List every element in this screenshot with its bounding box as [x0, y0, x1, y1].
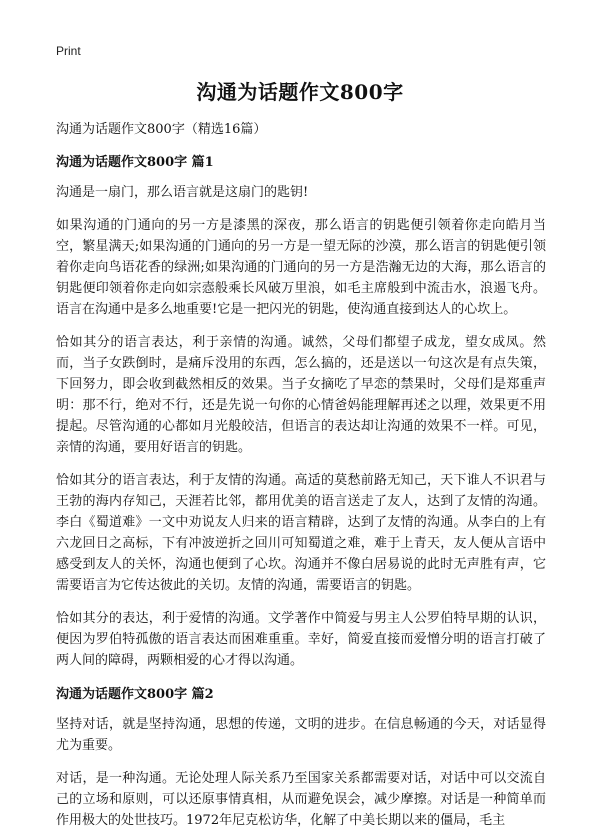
section-1: [56, 151, 546, 671]
paragraph: 如果沟通的门通向的另一方是漆黑的深夜，那么语言的钥匙便引领着你走向皓月当空，繁星满天;如果沟通的门通向的另一方是一望无际的沙漠，那么语言的钥匙便引领着你走向鸟语花香的绿洲;如果沟通的门通向的另一方是浩瀚无边的大海，那么语言的钥匙便印领着你走向如宗悫般乘长风破万里浪，如毛主席般到中流击水，浪遏飞舟。语言在沟通中是多么地重要!它是一把闪光的钥匙，使沟通直接到达人的心坎上。: [56, 218, 546, 317]
paragraph: 对话，是一种沟通。无论处理人际关系乃至国家关系都需要对话，对话中可以交流自己的立场和原则，可以还原事情真相，从而避免误会，减少摩擦。对话是一种简单而作用极大的处世技巧。1972年尼克松访华，化解了中美长期以来的僵局，毛主: [56, 771, 546, 828]
section-2: [56, 683, 546, 828]
paragraph: 坚持对话，就是坚持沟通，思想的传递，文明的进步。在信息畅通的今天，对话显得尤为重要。: [56, 717, 546, 753]
section-heading: 沟通为话题作文800字 篇2: [56, 687, 214, 702]
paragraph: 沟通是一扇门，那么语言就是这扇门的匙钥!: [56, 185, 309, 200]
paragraph: 恰如其分的语言表达，利于亲情的沟通。诚然，父母们都望子成龙，望女成凤。然而，当子女跌倒时，是痛斥没用的东西，怎么搞的，还是送以一句这次是有点失策，下回努力，即会收到截然相反的效果。当子女摘吃了早恋的禁果时，父母们是郑重声明：那不行，绝对不行，还是先说一句你的心情爸妈能理解再述之以理，效果更不用提起。尽管沟通的心都如月光般皎洁，但语言的表达却让沟通的效果不一样。可见，亲情的沟通，要用好语言的钥匙。: [56, 335, 546, 455]
paragraph: 恰如其分的语言表达，利于友情的沟通。高适的莫愁前路无知己，天下谁人不识君与王勃的海内存知己，天涯若比邻，都用优美的语言送走了友人，达到了友情的沟通。李白《蜀道难》一文中劝说友人归来的语言精辟，达到了友情的沟通。从李白的上有六龙回日之高标，下有冲波逆折之回川可知蜀道之难，难于上青天，友人便从言语中感受到友人的关怀，沟通也便到了心坎。沟通并不像白居易说的此时无声胜有声，它需要语言为它传达彼此的关切。友情的沟通，需要语言的钥匙。: [56, 473, 546, 593]
print-label: Print: [56, 44, 81, 58]
section-heading: 沟通为话题作文800字 篇1: [56, 155, 214, 170]
article-body: [56, 118, 546, 828]
page-title: 沟通为话题作文800字: [196, 80, 404, 104]
paragraph: 恰如其分的表达，利于爱情的沟通。文学著作中简爱与男主人公罗伯特早期的认识，便因为罗伯特孤傲的语言表达而困难重重。幸好，简爱直接而爱憎分明的语言打破了两人间的障碍，两颗相爱的心才得以沟通。: [56, 611, 546, 668]
article-subtitle: 沟通为话题作文800字（精选16篇）: [56, 122, 267, 137]
